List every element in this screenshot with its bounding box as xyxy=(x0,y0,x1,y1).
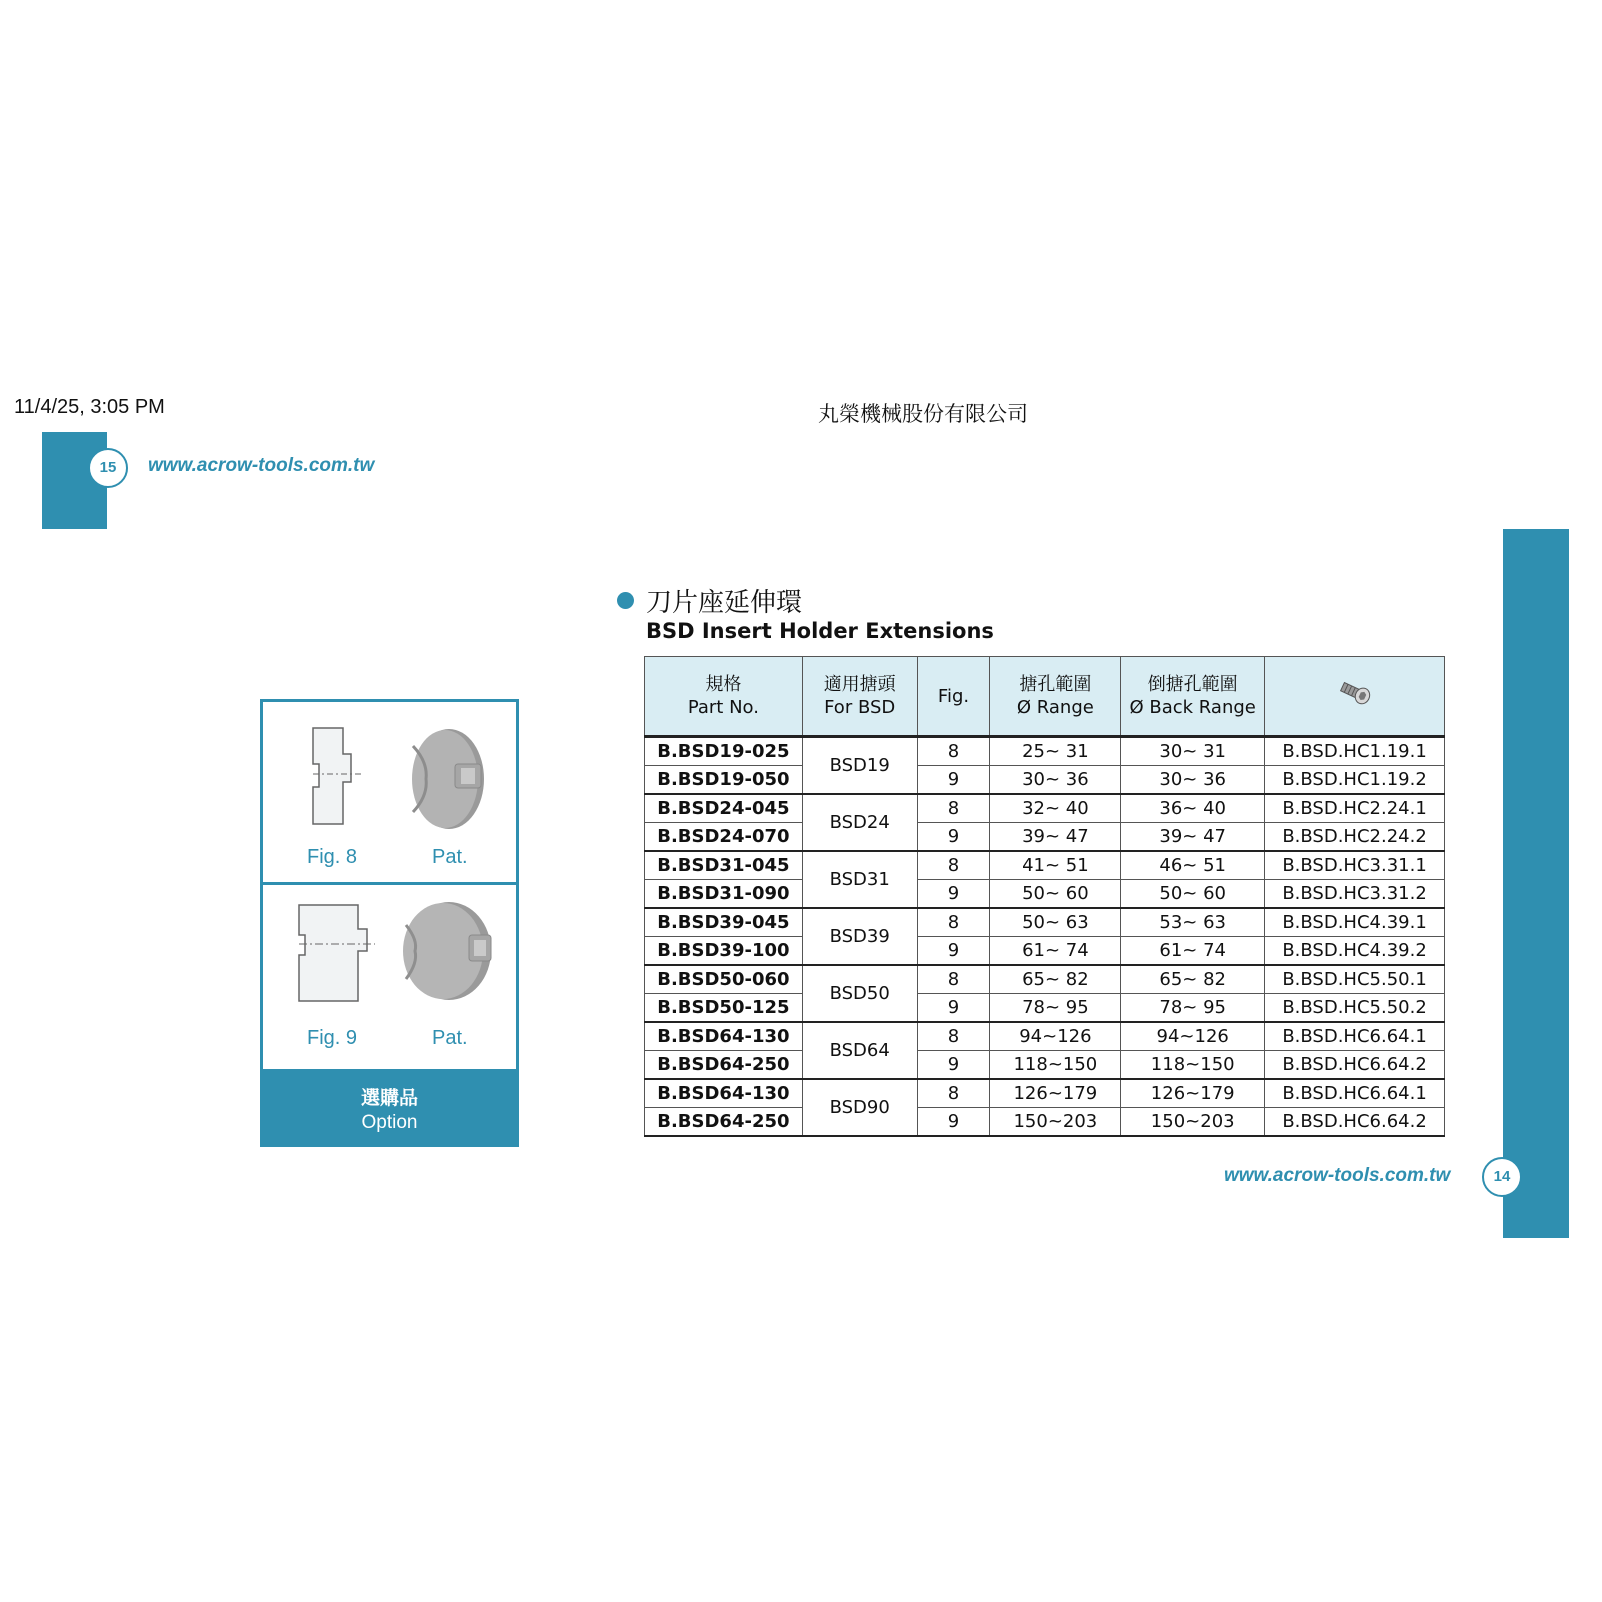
cell-fig: 9 xyxy=(917,937,990,966)
cell-part-no: B.BSD39-045 xyxy=(645,908,803,937)
cell-screw: B.BSD.HC6.64.1 xyxy=(1265,1022,1445,1051)
header-part-en: Part No. xyxy=(687,697,759,718)
cell-range: 50~ 63 xyxy=(990,908,1121,937)
table-row xyxy=(645,1051,1445,1080)
cell-fig: 9 xyxy=(917,1051,990,1080)
cell-part-no: B.BSD31-045 xyxy=(645,851,803,880)
cell-part-no: B.BSD50-060 xyxy=(645,965,803,994)
cell-back-range: 118~150 xyxy=(1121,1051,1265,1080)
cell-part-no: B.BSD24-045 xyxy=(645,794,803,823)
cell-screw: B.BSD.HC5.50.1 xyxy=(1265,965,1445,994)
table-row xyxy=(645,937,1445,966)
cell-range: 39~ 47 xyxy=(990,823,1121,852)
cell-fig: 9 xyxy=(917,766,990,795)
cell-screw: B.BSD.HC2.24.1 xyxy=(1265,794,1445,823)
website-link-top[interactable]: www.acrow-tools.com.tw xyxy=(148,455,375,476)
cell-back-range: 61~ 74 xyxy=(1121,937,1265,966)
cell-fig: 8 xyxy=(917,965,990,994)
header-bsd-zh: 適用搪頭 xyxy=(823,674,896,695)
spec-table xyxy=(644,656,1445,1137)
cell-for-bsd: BSD39 xyxy=(802,908,917,965)
cell-range: 118~150 xyxy=(990,1051,1121,1080)
cell-screw: B.BSD.HC1.19.1 xyxy=(1265,737,1445,766)
cell-screw: B.BSD.HC4.39.2 xyxy=(1265,937,1445,966)
cell-back-range: 46~ 51 xyxy=(1121,851,1265,880)
option-label-en: Option xyxy=(361,1112,418,1133)
fig9-cell xyxy=(263,885,516,1068)
cell-part-no: B.BSD64-130 xyxy=(645,1022,803,1051)
cell-for-bsd: BSD50 xyxy=(802,965,917,1022)
option-label-zh: 選購品 xyxy=(360,1087,418,1109)
cell-back-range: 30~ 36 xyxy=(1121,766,1265,795)
cell-part-no: B.BSD50-125 xyxy=(645,994,803,1023)
cell-range: 32~ 40 xyxy=(990,794,1121,823)
cell-screw: B.BSD.HC3.31.1 xyxy=(1265,851,1445,880)
cell-range: 65~ 82 xyxy=(990,965,1121,994)
cell-for-bsd: BSD19 xyxy=(802,737,917,795)
section-title-zh: 刀片座延伸環 xyxy=(646,588,803,618)
cell-screw: B.BSD.HC1.19.2 xyxy=(1265,766,1445,795)
cell-back-range: 126~179 xyxy=(1121,1079,1265,1108)
cell-fig: 8 xyxy=(917,794,990,823)
header-back-range xyxy=(1121,657,1265,737)
cell-screw: B.BSD.HC3.31.2 xyxy=(1265,880,1445,909)
cell-range: 25~ 31 xyxy=(990,737,1121,766)
cell-range: 50~ 60 xyxy=(990,880,1121,909)
fig8-cell xyxy=(263,702,516,885)
cell-fig: 8 xyxy=(917,851,990,880)
print-datetime: 11/4/25, 3:05 PM xyxy=(14,396,165,418)
website-link-bottom[interactable]: www.acrow-tools.com.tw xyxy=(1224,1165,1451,1186)
spec-table-body xyxy=(645,737,1445,1137)
cell-part-no: B.BSD24-070 xyxy=(645,823,803,852)
header-part-no xyxy=(645,657,803,737)
cell-range: 61~ 74 xyxy=(990,937,1121,966)
option-banner xyxy=(263,1069,516,1144)
cell-back-range: 39~ 47 xyxy=(1121,823,1265,852)
cell-screw: B.BSD.HC6.64.1 xyxy=(1265,1079,1445,1108)
cell-part-no: B.BSD64-130 xyxy=(645,1079,803,1108)
table-row xyxy=(645,823,1445,852)
left-page-number: 15 xyxy=(88,448,128,488)
fig9-pat-label: Pat. xyxy=(432,1027,468,1049)
cell-screw: B.BSD.HC5.50.2 xyxy=(1265,994,1445,1023)
cell-part-no: B.BSD39-100 xyxy=(645,937,803,966)
cell-part-no: B.BSD64-250 xyxy=(645,1108,803,1137)
cell-for-bsd: BSD64 xyxy=(802,1022,917,1079)
table-row xyxy=(645,851,1445,880)
screw-icon xyxy=(1335,678,1375,708)
cell-range: 94~126 xyxy=(990,1022,1121,1051)
header-screw xyxy=(1265,657,1445,737)
header-range-en: Ø Range xyxy=(1016,697,1094,718)
cell-fig: 9 xyxy=(917,823,990,852)
fig9-drawing xyxy=(263,885,516,1065)
cell-range: 78~ 95 xyxy=(990,994,1121,1023)
cell-part-no: B.BSD19-025 xyxy=(645,737,803,766)
table-row xyxy=(645,737,1445,766)
cell-screw: B.BSD.HC4.39.1 xyxy=(1265,908,1445,937)
table-row xyxy=(645,794,1445,823)
cell-range: 41~ 51 xyxy=(990,851,1121,880)
cell-screw: B.BSD.HC6.64.2 xyxy=(1265,1108,1445,1137)
cell-fig: 8 xyxy=(917,1022,990,1051)
table-header-row xyxy=(645,657,1445,737)
fig8-pat-label: Pat. xyxy=(432,846,468,868)
cell-for-bsd: BSD31 xyxy=(802,851,917,908)
header-back-zh: 倒搪孔範圍 xyxy=(1147,674,1238,695)
cell-fig: 8 xyxy=(917,737,990,766)
table-row xyxy=(645,1079,1445,1108)
table-row xyxy=(645,766,1445,795)
section-bullet-icon xyxy=(617,592,634,609)
cell-fig: 9 xyxy=(917,1108,990,1137)
cell-back-range: 50~ 60 xyxy=(1121,880,1265,909)
fig8-label: Fig. 8 xyxy=(307,846,358,868)
section-title-en: BSD Insert Holder Extensions xyxy=(646,619,994,643)
header-part-zh: 規格 xyxy=(705,674,742,695)
header-for-bsd xyxy=(802,657,917,737)
cell-back-range: 36~ 40 xyxy=(1121,794,1265,823)
cell-back-range: 150~203 xyxy=(1121,1108,1265,1137)
cell-fig: 8 xyxy=(917,908,990,937)
cell-for-bsd: BSD24 xyxy=(802,794,917,851)
cell-back-range: 30~ 31 xyxy=(1121,737,1265,766)
figure-box xyxy=(260,699,519,1147)
company-name: 丸榮機械股份有限公司 xyxy=(818,402,1028,426)
table-row xyxy=(645,908,1445,937)
cell-back-range: 78~ 95 xyxy=(1121,994,1265,1023)
cell-back-range: 65~ 82 xyxy=(1121,965,1265,994)
header-back-en: Ø Back Range xyxy=(1129,697,1256,718)
fig9-label: Fig. 9 xyxy=(307,1027,358,1049)
cell-for-bsd: BSD90 xyxy=(802,1079,917,1136)
cell-fig: 9 xyxy=(917,880,990,909)
table-row xyxy=(645,994,1445,1023)
cell-part-no: B.BSD64-250 xyxy=(645,1051,803,1080)
table-row xyxy=(645,880,1445,909)
cell-range: 150~203 xyxy=(990,1108,1121,1137)
header-fig: Fig. xyxy=(917,657,990,737)
cell-fig: 8 xyxy=(917,1079,990,1108)
cell-fig: 9 xyxy=(917,994,990,1023)
header-range xyxy=(990,657,1121,737)
table-row xyxy=(645,1108,1445,1137)
cell-back-range: 53~ 63 xyxy=(1121,908,1265,937)
fig8-drawing xyxy=(263,702,516,882)
right-page-tab xyxy=(1503,529,1569,1238)
cell-screw: B.BSD.HC6.64.2 xyxy=(1265,1051,1445,1080)
cell-part-no: B.BSD31-090 xyxy=(645,880,803,909)
table-row xyxy=(645,1022,1445,1051)
cell-part-no: B.BSD19-050 xyxy=(645,766,803,795)
cell-screw: B.BSD.HC2.24.2 xyxy=(1265,823,1445,852)
header-range-zh: 搪孔範圍 xyxy=(1019,674,1092,695)
cell-range: 30~ 36 xyxy=(990,766,1121,795)
cell-range: 126~179 xyxy=(990,1079,1121,1108)
table-row xyxy=(645,965,1445,994)
right-page-number: 14 xyxy=(1482,1157,1522,1197)
header-bsd-en: For BSD xyxy=(824,697,896,718)
cell-back-range: 94~126 xyxy=(1121,1022,1265,1051)
